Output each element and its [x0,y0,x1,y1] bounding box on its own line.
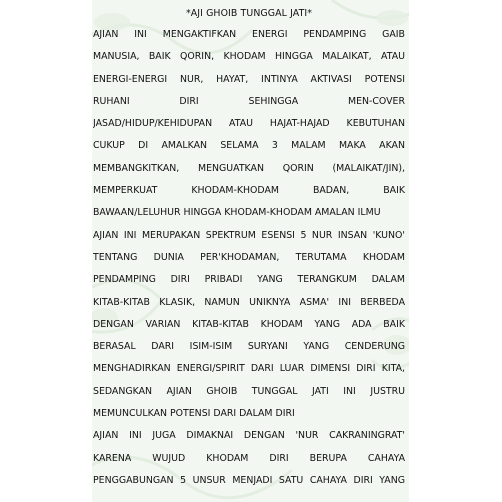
text-line: MEMBANGKITKAN, MENGUATKAN QORIN (MALAIKAT/JIN), [93,162,405,174]
text-line: PENGGABUNGAN 5 UNSUR MENJADI SATU CAHAYA DIRI YANG [93,474,405,486]
text-line: AJIAN INI JUGA DIMAKNAI DENGAN 'NUR CAKRANINGRAT' [93,430,405,442]
text-line: MENGHADIRKAN ENERGI/SPIRIT DARI LUAR DIMENSI DIRI KITA, [93,363,405,375]
text-line: RUHANI DIRI SEHINGGA MEN-COVER [93,95,405,107]
left-margin [0,0,92,502]
document-lines [93,24,405,492]
text-line: DENGAN VARIAN KITAB-KITAB KHODAM YANG ADA BAIK [93,318,405,330]
text-line: PENDAMPING DIRI PRIBADI YANG TERANGKUM DALAM [93,274,405,286]
text-line: MEMPERKUAT KHODAM-KHODAM BADAN, BAIK [93,185,405,197]
text-line: ENERGI-ENERGI NUR, HAYAT, INTINYA AKTIVASI POTENSI [93,73,405,85]
text-line: AJIAN INI MENGAKTIFKAN ENERGI PENDAMPING GAIB [93,29,405,40]
document-page [92,0,409,502]
text-line: BERASAL DARI ISIM-ISIM SURYANI YANG CENDERUNG [93,341,405,353]
document-body [93,7,405,492]
text-line: CUKUP DI AMALKAN SELAMA 3 MALAM MAKA AKAN [93,140,405,152]
text-line: JASAD/HIDUP/KEHIDUPAN ATAU HAJAT-HAJAD KEBUTUHAN [93,118,405,130]
right-margin [409,0,502,502]
text-line: BAWAAN/LELUHUR HINGGA KHODAM-KHODAM AMALAN ILMU [93,207,381,219]
text-line: KARENA WUJUD KHODAM DIRI BERUPA CAHAYA [93,452,405,464]
text-line: TENTANG DUNIA PER'KHODAMAN, TERUTAMA KHODAM [93,251,405,263]
document-title: *AJI GHOIB TUNGGAL JATI* [185,8,313,19]
text-line: SEDANGKAN AJIAN GHOIB TUNGGAL JATI INI JUSTRU [93,385,405,397]
text-line: KITAB-KITAB KLASIK, NAMUN UNIKNYA ASMA' INI BERBEDA [93,296,405,308]
text-line: AJIAN INI MERUPAKAN SPEKTRUM ESENSI 5 NUR INSAN 'KUNO' [93,229,405,241]
text-line: MEMUNCULKAN POTENSI DARI DALAM DIRI [93,408,295,420]
text-line: MANUSIA, BAIK QORIN, KHODAM HINGGA MALAIKAT, ATAU [93,51,405,63]
